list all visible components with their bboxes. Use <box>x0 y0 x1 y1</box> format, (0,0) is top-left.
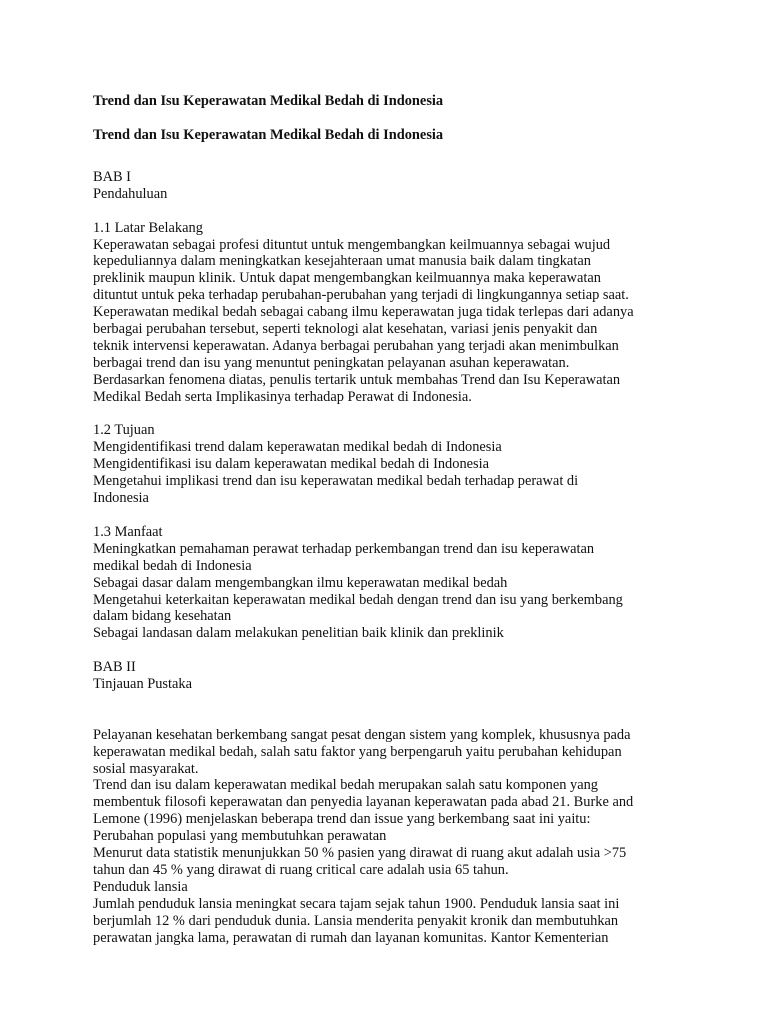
spacer <box>93 693 693 727</box>
paragraph-line: perawatan jangka lama, perawatan di rumah dan layanan komunitas. Kantor Kementerian <box>93 929 609 946</box>
chapter-subheading: Tinjauan Pustaka <box>93 676 193 693</box>
spacer <box>93 406 693 423</box>
paragraph-line: Sebagai dasar dalam mengembangkan ilmu keperawatan medikal bedah <box>93 574 508 591</box>
paragraph-line: Indonesia <box>93 490 149 507</box>
chapter-heading: BAB II <box>93 659 136 676</box>
paragraph-line: membentuk filosofi keperawatan dan penyedia layanan keperawatan pada abad 21. Burke and <box>93 794 634 811</box>
section-heading: 1.2 Tujuan <box>93 422 155 439</box>
section-heading: 1.1 Latar Belakang <box>93 219 203 236</box>
spacer <box>93 642 693 659</box>
paragraph-line: Mengetahui implikasi trend dan isu keperawatan medikal bedah terhadap perawat di <box>93 473 579 490</box>
paragraph-line: Sebagai landasan dalam melakukan penelitian baik klinik dan preklinik <box>93 625 504 642</box>
paragraph-line: Penduduk lansia <box>93 878 188 895</box>
paragraph-line: Mengidentifikasi trend dalam keperawatan medikal bedah di Indonesia <box>93 439 502 456</box>
paragraph-line: Mengetahui keterkaitan keperawatan medikal bedah dengan trend dan isu yang berkembang <box>93 591 623 608</box>
paragraph-line: berbagai trend dan isu yang menuntut peningkatan pelayanan asuhan keperawatan. <box>93 354 570 371</box>
document-body <box>93 84 693 947</box>
paragraph-line: keperawatan medikal bedah, salah satu faktor yang berpengaruh yaitu perubahan kehidupan <box>93 743 622 760</box>
paragraph-line: Lemone (1996) menjelaskan beberapa trend dan issue yang berkembang saat ini yaitu: <box>93 811 591 828</box>
paragraph-line: dituntut untuk peka terhadap perubahan-perubahan yang terjadi di lingkungannya setiap saat. <box>93 287 629 304</box>
document-title-repeat: Trend dan Isu Keperawatan Medikal Bedah di Indonesia <box>93 127 444 143</box>
paragraph-line: medikal bedah di Indonesia <box>93 557 252 574</box>
paragraph-line: Jumlah penduduk lansia meningkat secara tajam sejak tahun 1900. Penduduk lansia saat ini <box>93 895 620 912</box>
spacer <box>93 203 693 220</box>
paragraph-line: Keperawatan medikal bedah sebagai cabang ilmu keperawatan juga tidak terlepas dari adanya <box>93 304 634 321</box>
paragraph-line: Menurut data statistik menunjukkan 50 % pasien yang dirawat di ruang akut adalah usia >75 <box>93 845 627 862</box>
paragraph-line: berbagai perubahan tersebut, seperti teknologi alat kesehatan, variasi jenis penyakit dan <box>93 321 598 338</box>
section-heading: 1.3 Manfaat <box>93 523 163 540</box>
paragraph-line: berjumlah 12 % dari penduduk dunia. Lansia menderita penyakit kronik dan membutuhkan <box>93 912 619 929</box>
paragraph-line: preklinik maupun klinik. Untuk dapat mengembangkan keilmuannya maka keperawatan <box>93 270 601 287</box>
paragraph-line: Keperawatan sebagai profesi dituntut untuk mengembangkan keilmuannya sebagai wujud <box>93 236 611 253</box>
paragraph-line: dalam bidang kesehatan <box>93 608 232 625</box>
chapter-heading: BAB I <box>93 168 131 185</box>
paragraph-line: sosial masyarakat. <box>93 760 199 777</box>
paragraph-line: Berdasarkan fenomena diatas, penulis tertarik untuk membahas Trend dan Isu Keperawatan <box>93 371 621 388</box>
paragraph-line: Mengidentifikasi isu dalam keperawatan medikal bedah di Indonesia <box>93 456 490 473</box>
paragraph-line: Trend dan isu dalam keperawatan medikal bedah merupakan salah satu komponen yang <box>93 777 598 794</box>
paragraph-line: tahun dan 45 % yang dirawat di ruang critical care adalah usia 65 tahun. <box>93 861 509 878</box>
document-title: Trend dan Isu Keperawatan Medikal Bedah di Indonesia <box>93 93 444 109</box>
paragraph-line: kepeduliannya dalam meningkatkan kesejahteraan umat manusia baik dalam tingkatan <box>93 253 591 270</box>
paragraph-line: Perubahan populasi yang membutuhkan perawatan <box>93 828 387 845</box>
chapter-subheading: Pendahuluan <box>93 185 168 202</box>
paragraph-line: Pelayanan kesehatan berkembang sangat pesat dengan sistem yang komplek, khususnya pada <box>93 726 631 743</box>
paragraph-line: Meningkatkan pemahaman perawat terhadap perkembangan trend dan isu keperawatan <box>93 540 595 557</box>
spacer <box>93 507 693 524</box>
spacer <box>93 152 693 169</box>
paragraph-line: Medikal Bedah serta Implikasinya terhadap Perawat di Indonesia. <box>93 388 472 405</box>
paragraph-line: teknik intervensi keperawatan. Adanya berbagai perubahan yang terjadi akan menimbulkan <box>93 337 619 354</box>
